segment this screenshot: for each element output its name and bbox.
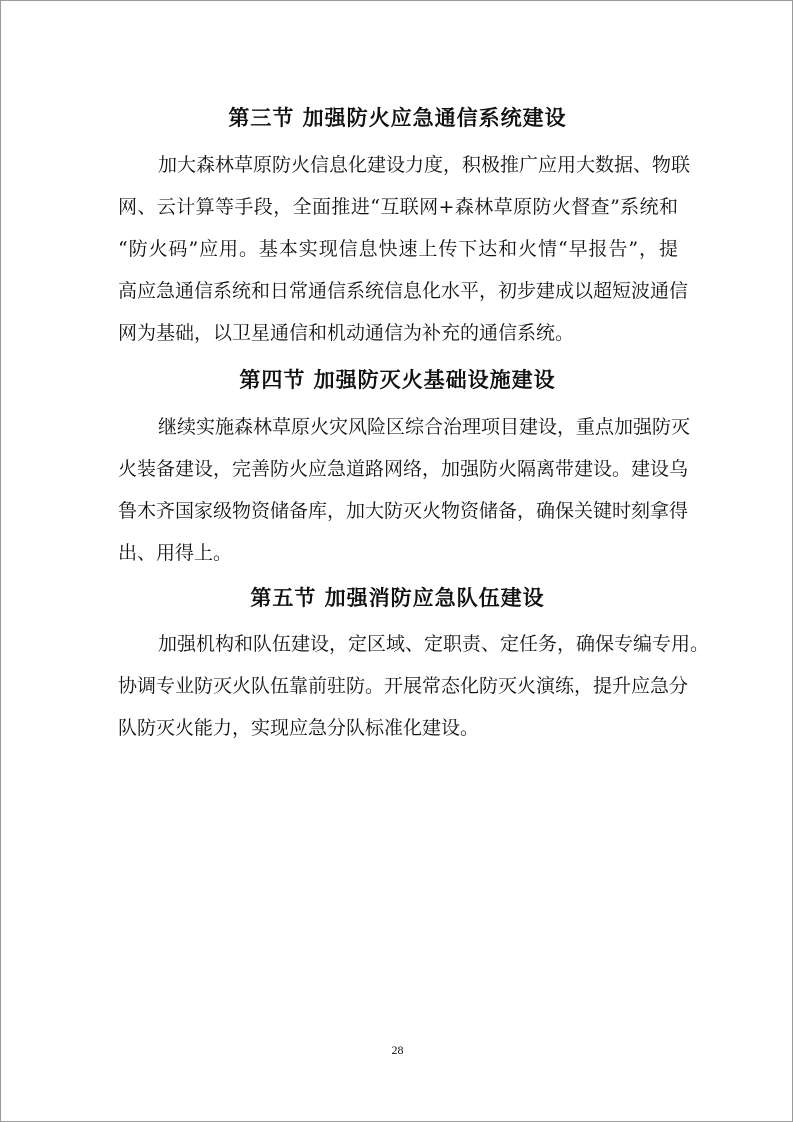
paragraph-line: 网、云计算等手段，全面推进“互联网+森林草原防火督查”系统和 <box>118 196 678 218</box>
paragraph-line: 高应急通信系统和日常通信系统信息化水平，初步建成以超短波通信 <box>118 280 689 302</box>
paragraph-line: “防火码”应用。基本实现信息快速上传下达和火情“早报告”，提 <box>118 238 678 260</box>
paragraph-line: 协调专业防灭火队伍靠前驻防。开展常态化防灭火演练，提升应急分 <box>118 675 689 697</box>
paragraph-line: 鲁木齐国家级物资储备库，加大防灭火物资储备，确保关键时刻拿得 <box>118 500 689 522</box>
section-5-paragraph <box>118 623 710 749</box>
paragraph-line: 火装备建设，完善防火应急道路网络，加强防火隔离带建设。建设乌 <box>118 458 689 480</box>
paragraph-line: 队防灭火能力，实现应急分队标准化建设。 <box>118 717 480 739</box>
section-5-title: 第五节 加强消防应急队伍建设 <box>250 586 545 610</box>
section-4-paragraph <box>118 406 691 574</box>
page-number: 28 <box>391 1043 404 1057</box>
paragraph-line: 加强机构和队伍建设，定区域、定职责、定任务，确保专编专用。 <box>158 633 710 655</box>
paragraph-line: 继续实施森林草原火灾风险区综合治理项目建设，重点加强防灭 <box>158 416 691 438</box>
section-3-paragraph <box>118 144 691 354</box>
paragraph-line: 网为基础，以卫星通信和机动通信为补充的通信系统。 <box>118 322 575 344</box>
paragraph-line: 出、用得上。 <box>118 542 233 564</box>
paragraph-line: 加大森林草原防火信息化建设力度，积极推广应用大数据、物联 <box>158 154 691 176</box>
section-3-title: 第三节 加强防火应急通信系统建设 <box>228 106 567 130</box>
section-4-title: 第四节 加强防灭火基础设施建设 <box>239 368 556 392</box>
